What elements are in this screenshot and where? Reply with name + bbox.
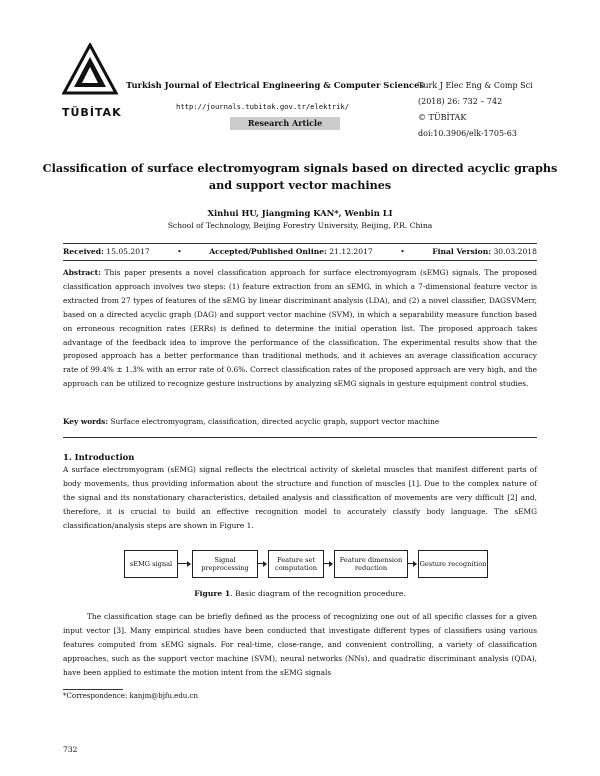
article-type-badge: Research Article (230, 117, 340, 130)
citation-line: Turk J Elec Eng & Comp Sci (418, 81, 533, 90)
diagram-box: Feature dimension reduction (334, 550, 408, 578)
divider (63, 437, 537, 438)
bullet: • (177, 247, 182, 256)
keywords (63, 415, 537, 429)
diagram-box: Signal preprocessing (192, 550, 258, 578)
arrow-icon (323, 563, 332, 564)
journal-name: Turkish Journal of Electrical Engineering & Computer Sciences (126, 80, 425, 90)
tubitak-logo (62, 43, 118, 103)
intro-paragraph-1: A surface electromyogram (sEMG) signal reflects the electrical activity of skeletal muscles that manifest different parts of body movements, thus providing information about the structure and function of muscles [1]. Due to the complex nature of the signal and its nonstationary characteristics, detailed analysis and classification of movements are very difficult [2] and, therefore, it is crucial to build an effective recognition model to accurately classify body language. The sEMG classification/analysis steps are shown in Figure 1. (63, 465, 537, 530)
bullet: • (400, 247, 405, 256)
title-line: and support vector machines (208, 178, 392, 192)
figure-caption: Figure 1. Basic diagram of the recognition procedure. (194, 589, 406, 598)
abstract-text: This paper presents a novel classification approach for surface electromyogram (sEMG) signals. The proposed classification approach involves two steps: (1) feature extraction from an sEMG, in which a 7-dimensional feature vector is extracted from 27 types of features of the sEMG by linear discriminant analysis (LDA), and (2) a novel classifier, DAGSVMerr, based on a directed acyclic graph (DAG) and support vector machine (SVM), in which a separability measure function based on erroneous recognition rates (ERRs) is defined to determine the initial operation list. The proposed approach takes advantage of the feedback idea to improve the performance of the classification. The experimental results show that the proposed approach has a better performance than traditional methods, and it achieves an average classification accuracy rate of 99.4% ± 1.3% with an error rate of 0.6%. Correct classification rates of the proposed approach are very high, and the approach can be utilized to recognize gesture instructions by analyzing sEMG signals in gesture equipment control studies. (63, 268, 537, 389)
abstract (63, 266, 537, 391)
figure-1-diagram (124, 550, 488, 578)
journal-url[interactable]: http://journals.tubitak.gov.tr/elektrik/ (176, 102, 350, 111)
affiliation: School of Technology, Beijing Forestry University, Beijing, P.R. China (167, 221, 433, 230)
section-heading: 1. Introduction (63, 452, 135, 462)
paper-title (40, 160, 560, 194)
page-number: 732 (63, 745, 78, 754)
logo-text: TÜBİTAK (62, 106, 122, 119)
authors: Xinhui HU, Jiangming KAN*, Wenbin LI (207, 208, 393, 218)
citation-line: © TÜBİTAK (418, 113, 467, 122)
abstract-label: Abstract: (63, 268, 101, 277)
intro-paragraph-2: The classification stage can be briefly defined as the process of recognizing one out of all specific classes for a given input vector [3]. Many empirical studies have been conducted that investigate different types of classifiers using various features computed from sEMG signals. For real-time, close-range, and convenient controlling, a variety of classification approaches, such as the support vector machine (SVM), neural networks (NNs), and quadratic discriminant analysis (QDA), have been applied to estimate the motion intent from the sEMG signals (63, 612, 537, 677)
keywords-text: Surface electromyogram, classification, directed acyclic graph, support vector machine (110, 417, 440, 426)
keywords-label: Key words: (63, 417, 109, 426)
dates-row (63, 247, 537, 256)
diagram-box: Gesture recognition (418, 550, 488, 578)
diagram-box: Feature set computation (268, 550, 324, 578)
citation-line: (2018) 26: 732 – 742 (418, 97, 503, 106)
arrow-icon (177, 563, 190, 564)
title-line: Classification of surface electromyogram signals based on directed acyclic graphs (42, 161, 558, 175)
arrow-icon (407, 563, 416, 564)
final-date: Final Version: 30.03.2018 (432, 247, 537, 256)
footnote-divider (63, 689, 123, 690)
correspondence-footnote: *Correspondence: kanjm@bjfu.edu.cn (63, 692, 198, 700)
citation-line: doi:10.3906/elk-1705-63 (418, 129, 517, 138)
arrow-icon (257, 563, 266, 564)
divider (63, 260, 537, 261)
diagram-box: sEMG signal (124, 550, 178, 578)
citation-block (418, 78, 533, 142)
received-date: Received: 15.05.2017 (63, 247, 150, 256)
accepted-date: Accepted/Published Online: 21.12.2017 (209, 247, 373, 256)
divider (63, 243, 537, 244)
